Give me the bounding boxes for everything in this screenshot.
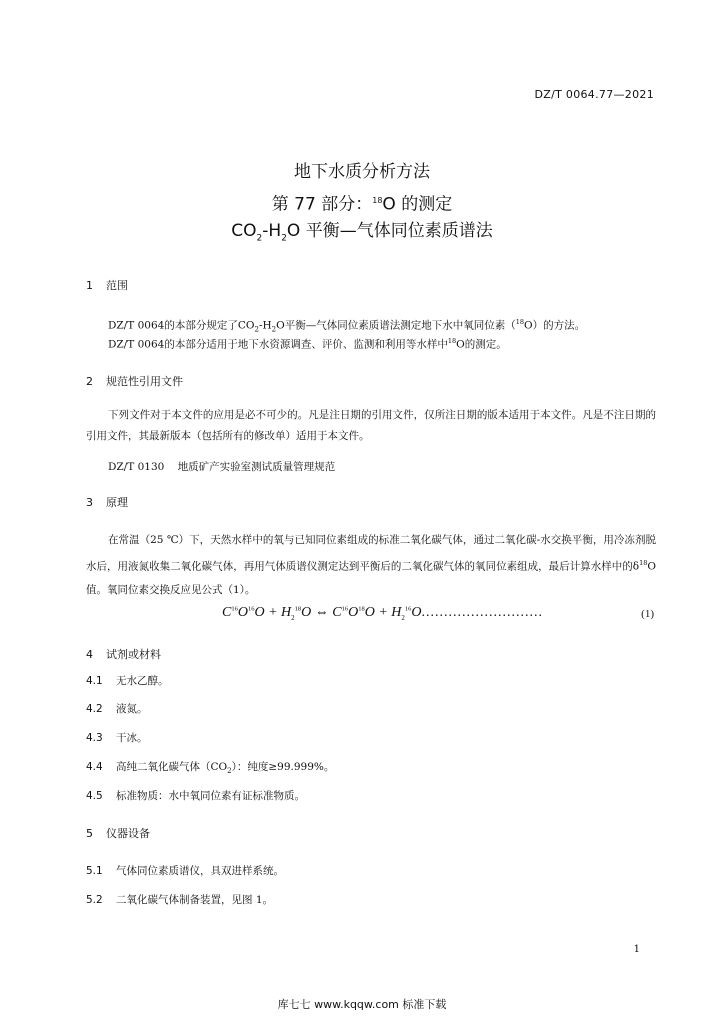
footer-watermark: 库七七 www.kqqw.com 标准下载 bbox=[277, 998, 447, 1011]
equation-1: $C^{16}O^{16}O + H_2^{18}O$ ⇔ $C^{16}O^{18}O + H_2^{16}O$........................... bbox=[222, 605, 544, 622]
section-2-heading: 2 规范性引用文件 bbox=[86, 375, 183, 388]
material-item: 4.3 干冰。 bbox=[86, 732, 148, 744]
page-number: 1 bbox=[633, 944, 640, 955]
equation-number: (1) bbox=[641, 608, 654, 620]
title-line-3: $CO_2-H_2O$ 平衡—气体同位素质谱法 bbox=[231, 221, 493, 244]
equipment-item: 5.2 二氧化碳气体制备装置，见图 1。 bbox=[86, 894, 274, 906]
section-4-heading: 4 试剂或材料 bbox=[86, 648, 161, 661]
section-5-heading: 5 仪器设备 bbox=[86, 827, 150, 840]
normative-reference: DZ/T 0130 地质矿产实验室测试质量管理规范 bbox=[108, 461, 336, 473]
scope-paragraph-2: DZ/T 0064的本部分适用于地下水资源调查、评价、监测和利用等水样中$^{18}$O的测定。 bbox=[108, 337, 507, 351]
material-item: 4.2 液氮。 bbox=[86, 703, 148, 715]
scope-paragraph-1: DZ/T 0064的本部分规定了$CO_2-H_2O$平衡—气体同位素质谱法测定地下水中氧同位素（$^{18}$O）的方法。 bbox=[108, 318, 586, 334]
equipment-item: 5.1 气体同位素质谱仪，具双进样系统。 bbox=[86, 865, 284, 877]
material-item: 4.5 标准物质：水中氧同位素有证标准物质。 bbox=[86, 790, 305, 802]
material-item: 4.1 无水乙醇。 bbox=[86, 675, 169, 687]
normative-paragraph: 下列文件对于本文件的应用是必不可少的。凡是注日期的引用文件，仅所注日期的版本适用于本文件。凡是不注日期的引用文件，其最新版本（包括所有的修改单）适用于本文件。 bbox=[86, 409, 656, 442]
title-line-1: 地下水质分析方法 bbox=[294, 162, 430, 182]
principle-paragraph: 在常温（25 ℃）下，天然水样中的氧与已知同位素组成的标准二氧化碳气体，通过二氧化碳-水交换平衡，用冷冻剂脱水后，用液氮收集二氧化碳气体，再用气体质谱仪测定达到平衡后的二氧化碳气体的氧同位素组成，最后计算水样中的$\delta^{18}O$值。氧同位素交换反应见公式（1）。 bbox=[86, 534, 656, 596]
section-3-heading: 3 原理 bbox=[86, 496, 128, 509]
title-line-2: 第 77 部分：$^{18}$O 的测定 bbox=[271, 194, 453, 215]
section-1-heading: 1 范围 bbox=[86, 279, 128, 292]
standard-code: DZ/T 0064.77—2021 bbox=[534, 88, 654, 101]
material-item: 4.4 高纯二氧化碳气体$(CO_2)$：纯度≥99.999%。 bbox=[86, 761, 335, 776]
